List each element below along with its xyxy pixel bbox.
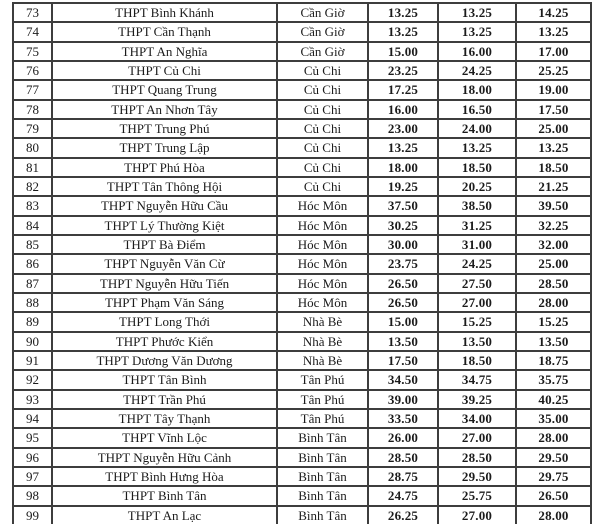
- table-row: [13, 3, 591, 22]
- school-name: THPT Phú Hòa: [52, 158, 277, 177]
- score-round-2: 27.00: [438, 506, 516, 524]
- district-name: Bình Tân: [277, 428, 368, 447]
- district-name: Nhà Bè: [277, 312, 368, 331]
- district-name: Hóc Môn: [277, 274, 368, 293]
- table-row: [13, 42, 591, 61]
- table-row: [13, 138, 591, 157]
- school-name: THPT Lý Thường Kiệt: [52, 216, 277, 235]
- district-name: Hóc Môn: [277, 293, 368, 312]
- score-round-1: 30.00: [368, 235, 438, 254]
- score-round-3: 13.25: [516, 22, 591, 41]
- score-round-1: 18.00: [368, 158, 438, 177]
- score-round-3: 28.00: [516, 428, 591, 447]
- district-name: Hóc Môn: [277, 235, 368, 254]
- score-round-3: 18.75: [516, 351, 591, 370]
- score-round-1: 30.25: [368, 216, 438, 235]
- district-name: Củ Chi: [277, 158, 368, 177]
- score-round-3: 39.50: [516, 196, 591, 215]
- school-name: THPT Long Thới: [52, 312, 277, 331]
- table-row: [13, 486, 591, 505]
- school-name: THPT Bình Hưng Hòa: [52, 467, 277, 486]
- score-round-1: 34.50: [368, 370, 438, 389]
- school-name: THPT An Nhơn Tây: [52, 100, 277, 119]
- score-round-1: 26.25: [368, 506, 438, 524]
- row-index: 93: [13, 390, 52, 409]
- district-name: Củ Chi: [277, 119, 368, 138]
- score-round-2: 27.00: [438, 293, 516, 312]
- district-name: Cần Giờ: [277, 3, 368, 22]
- school-name: THPT Nguyễn Hữu Tiến: [52, 274, 277, 293]
- row-index: 99: [13, 506, 52, 524]
- table-row: [13, 254, 591, 273]
- score-round-2: 27.00: [438, 428, 516, 447]
- score-round-1: 15.00: [368, 312, 438, 331]
- row-index: 84: [13, 216, 52, 235]
- score-round-1: 26.50: [368, 274, 438, 293]
- score-round-2: 24.25: [438, 254, 516, 273]
- score-round-3: 32.25: [516, 216, 591, 235]
- score-round-1: 15.00: [368, 42, 438, 61]
- school-name: THPT An Lạc: [52, 506, 277, 524]
- district-name: Bình Tân: [277, 486, 368, 505]
- score-round-3: 19.00: [516, 80, 591, 99]
- score-round-1: 13.25: [368, 3, 438, 22]
- table-row: [13, 274, 591, 293]
- score-round-3: 40.25: [516, 390, 591, 409]
- score-round-3: 13.25: [516, 138, 591, 157]
- score-round-1: 16.00: [368, 100, 438, 119]
- score-round-2: 16.50: [438, 100, 516, 119]
- score-round-1: 33.50: [368, 409, 438, 428]
- school-name: THPT Củ Chi: [52, 61, 277, 80]
- row-index: 80: [13, 138, 52, 157]
- score-round-1: 17.25: [368, 80, 438, 99]
- table-row: [13, 351, 591, 370]
- score-round-3: 25.00: [516, 254, 591, 273]
- score-round-2: 28.50: [438, 448, 516, 467]
- row-index: 98: [13, 486, 52, 505]
- score-round-1: 23.25: [368, 61, 438, 80]
- score-round-3: 25.00: [516, 119, 591, 138]
- score-round-1: 19.25: [368, 177, 438, 196]
- row-index: 87: [13, 274, 52, 293]
- row-index: 75: [13, 42, 52, 61]
- table-row: [13, 390, 591, 409]
- table-body: [13, 3, 591, 524]
- row-index: 86: [13, 254, 52, 273]
- score-round-2: 20.25: [438, 177, 516, 196]
- school-name: THPT Bà Điểm: [52, 235, 277, 254]
- school-name: THPT Vĩnh Lộc: [52, 428, 277, 447]
- score-round-1: 23.00: [368, 119, 438, 138]
- score-round-3: 17.00: [516, 42, 591, 61]
- district-name: Bình Tân: [277, 467, 368, 486]
- table-row: [13, 216, 591, 235]
- table-row: [13, 467, 591, 486]
- district-name: Hóc Môn: [277, 216, 368, 235]
- score-round-1: 37.50: [368, 196, 438, 215]
- score-round-3: 18.50: [516, 158, 591, 177]
- table-row: [13, 293, 591, 312]
- score-round-2: 16.00: [438, 42, 516, 61]
- score-round-2: 39.25: [438, 390, 516, 409]
- table-row: [13, 332, 591, 351]
- score-round-3: 32.00: [516, 235, 591, 254]
- score-round-1: 13.25: [368, 138, 438, 157]
- table-row: [13, 22, 591, 41]
- score-round-2: 25.75: [438, 486, 516, 505]
- district-name: Củ Chi: [277, 177, 368, 196]
- score-round-3: 15.25: [516, 312, 591, 331]
- score-round-3: 14.25: [516, 3, 591, 22]
- school-name: THPT An Nghĩa: [52, 42, 277, 61]
- school-name: THPT Trung Phú: [52, 119, 277, 138]
- table-row: [13, 80, 591, 99]
- table-row: [13, 409, 591, 428]
- row-index: 77: [13, 80, 52, 99]
- school-name: THPT Bình Tân: [52, 486, 277, 505]
- score-round-2: 18.00: [438, 80, 516, 99]
- score-round-3: 21.25: [516, 177, 591, 196]
- table-row: [13, 119, 591, 138]
- row-index: 97: [13, 467, 52, 486]
- district-name: Nhà Bè: [277, 351, 368, 370]
- table-row: [13, 370, 591, 389]
- score-round-2: 29.50: [438, 467, 516, 486]
- score-round-1: 26.50: [368, 293, 438, 312]
- district-name: Củ Chi: [277, 138, 368, 157]
- school-name: THPT Nguyễn Văn Cừ: [52, 254, 277, 273]
- score-round-2: 13.50: [438, 332, 516, 351]
- school-name: THPT Phước Kiển: [52, 332, 277, 351]
- school-name: THPT Quang Trung: [52, 80, 277, 99]
- row-index: 82: [13, 177, 52, 196]
- school-name: THPT Trần Phú: [52, 390, 277, 409]
- table-row: [13, 100, 591, 119]
- score-round-3: 25.25: [516, 61, 591, 80]
- score-round-1: 13.50: [368, 332, 438, 351]
- row-index: 95: [13, 428, 52, 447]
- score-round-1: 17.50: [368, 351, 438, 370]
- school-name: THPT Tân Bình: [52, 370, 277, 389]
- table-row: [13, 448, 591, 467]
- school-name: THPT Trung Lập: [52, 138, 277, 157]
- row-index: 74: [13, 22, 52, 41]
- table-row: [13, 61, 591, 80]
- row-index: 85: [13, 235, 52, 254]
- district-name: Hóc Môn: [277, 196, 368, 215]
- table-row: [13, 428, 591, 447]
- row-index: 94: [13, 409, 52, 428]
- table-row: [13, 196, 591, 215]
- score-round-3: 29.75: [516, 467, 591, 486]
- school-name: THPT Phạm Văn Sáng: [52, 293, 277, 312]
- score-round-3: 35.00: [516, 409, 591, 428]
- score-round-3: 28.50: [516, 274, 591, 293]
- district-name: Bình Tân: [277, 448, 368, 467]
- row-index: 96: [13, 448, 52, 467]
- score-round-3: 28.00: [516, 506, 591, 524]
- table-row: [13, 177, 591, 196]
- score-round-2: 13.25: [438, 138, 516, 157]
- row-index: 91: [13, 351, 52, 370]
- school-name: THPT Nguyễn Hữu Cầu: [52, 196, 277, 215]
- score-round-2: 13.25: [438, 22, 516, 41]
- district-name: Tân Phú: [277, 390, 368, 409]
- school-name: THPT Cần Thạnh: [52, 22, 277, 41]
- score-round-3: 17.50: [516, 100, 591, 119]
- district-name: Nhà Bè: [277, 332, 368, 351]
- score-round-3: 26.50: [516, 486, 591, 505]
- district-name: Hóc Môn: [277, 254, 368, 273]
- school-name: THPT Tây Thạnh: [52, 409, 277, 428]
- score-round-1: 39.00: [368, 390, 438, 409]
- row-index: 81: [13, 158, 52, 177]
- district-name: Củ Chi: [277, 80, 368, 99]
- district-name: Củ Chi: [277, 61, 368, 80]
- table-row: [13, 506, 591, 524]
- row-index: 90: [13, 332, 52, 351]
- score-round-1: 23.75: [368, 254, 438, 273]
- row-index: 76: [13, 61, 52, 80]
- score-round-3: 35.75: [516, 370, 591, 389]
- table-row: [13, 158, 591, 177]
- score-round-2: 24.25: [438, 61, 516, 80]
- score-round-2: 34.00: [438, 409, 516, 428]
- school-name: THPT Dương Văn Dương: [52, 351, 277, 370]
- score-round-1: 28.50: [368, 448, 438, 467]
- score-round-1: 26.00: [368, 428, 438, 447]
- score-round-2: 31.00: [438, 235, 516, 254]
- row-index: 73: [13, 3, 52, 22]
- score-round-2: 13.25: [438, 3, 516, 22]
- score-round-3: 28.00: [516, 293, 591, 312]
- district-name: Cần Giờ: [277, 42, 368, 61]
- table-row: [13, 312, 591, 331]
- score-round-2: 38.50: [438, 196, 516, 215]
- row-index: 89: [13, 312, 52, 331]
- district-name: Cần Giờ: [277, 22, 368, 41]
- score-round-2: 15.25: [438, 312, 516, 331]
- score-round-2: 27.50: [438, 274, 516, 293]
- row-index: 79: [13, 119, 52, 138]
- score-round-2: 31.25: [438, 216, 516, 235]
- school-name: THPT Bình Khánh: [52, 3, 277, 22]
- row-index: 92: [13, 370, 52, 389]
- score-round-2: 24.00: [438, 119, 516, 138]
- row-index: 88: [13, 293, 52, 312]
- school-name: THPT Tân Thông Hội: [52, 177, 277, 196]
- score-round-3: 29.50: [516, 448, 591, 467]
- district-name: Bình Tân: [277, 506, 368, 524]
- district-name: Tân Phú: [277, 409, 368, 428]
- score-round-1: 28.75: [368, 467, 438, 486]
- score-round-2: 34.75: [438, 370, 516, 389]
- score-round-2: 18.50: [438, 351, 516, 370]
- school-name: THPT Nguyễn Hữu Cảnh: [52, 448, 277, 467]
- score-round-1: 24.75: [368, 486, 438, 505]
- row-index: 78: [13, 100, 52, 119]
- district-name: Tân Phú: [277, 370, 368, 389]
- score-round-2: 18.50: [438, 158, 516, 177]
- score-round-3: 13.50: [516, 332, 591, 351]
- score-round-1: 13.25: [368, 22, 438, 41]
- table-row: [13, 235, 591, 254]
- admission-scores-table: [12, 2, 592, 524]
- row-index: 83: [13, 196, 52, 215]
- district-name: Củ Chi: [277, 100, 368, 119]
